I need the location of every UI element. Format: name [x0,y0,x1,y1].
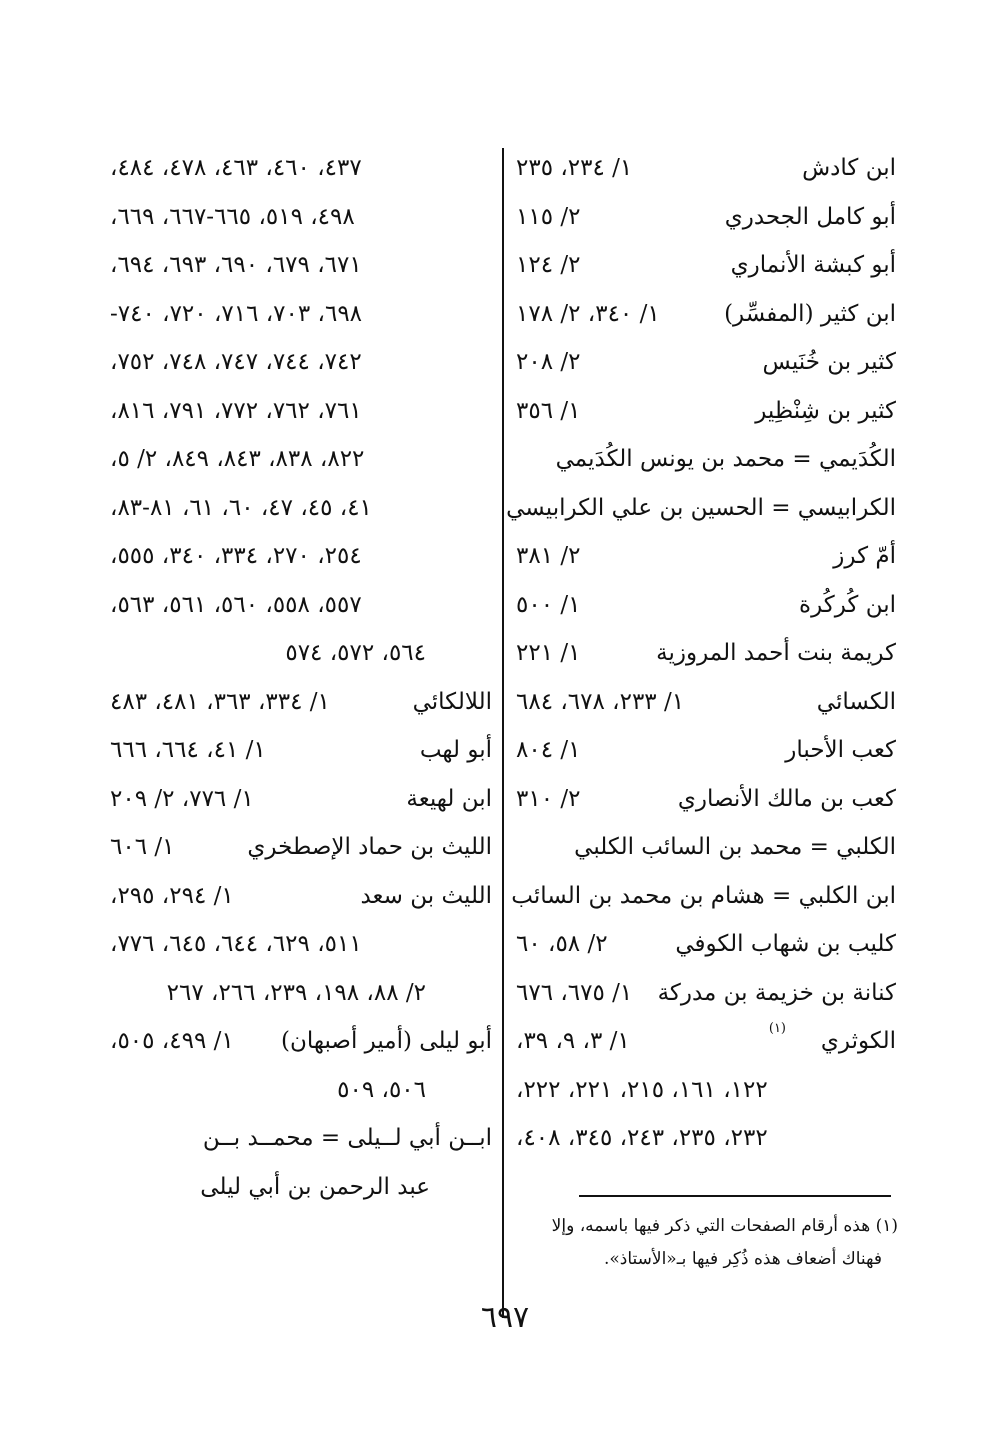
index-entry [516,193,896,242]
entry-pages-continued: ٢٥٤، ٢٧٠، ٣٣٤، ٣٤٠، ٥٥٥، [110,543,362,569]
index-entry [516,629,896,678]
index-entry [516,1114,896,1163]
index-entry [110,241,492,290]
entry-pages: ٢/ ٣٨١ [516,543,581,569]
entry-name: أبو لهب [419,737,492,763]
index-entry [516,823,896,872]
entry-pages: ١/ ٤١، ٦٦٤، ٦٦٦ [110,737,266,763]
entry-pages: ١/ ٤٩٩، ٥٠٥، [110,1028,234,1054]
index-entry [110,872,492,921]
entry-name: أبو ليلى (أمير أصبهان) [281,1028,492,1054]
footnote [518,1210,898,1276]
index-entry [110,1114,492,1163]
entry-pages-continued: ٢٣٢، ٢٣٥، ٢٤٣، ٣٤٥، ٤٠٨، [516,1125,768,1151]
entry-pages: ١/ ٢٢١ [516,640,581,666]
entry-pages: ١/ ٦٠٦ [110,834,175,860]
index-column-left [110,144,492,1211]
entry-name: كعب بن مالك الأنصاري [677,785,896,812]
index-entry [110,338,492,387]
entry-pages: ١/ ٢٩٤، ٢٩٥، [110,882,234,909]
index-entry [516,241,896,290]
index-entry [516,581,896,630]
index-entry [110,678,492,727]
entry-cross-reference: ابن الكلبي = هشام بن محمد بن السائب [511,882,896,909]
entry-name: كريمة بنت أحمد المروزية [656,640,896,666]
index-entry [516,338,896,387]
entry-pages-continued: ٤١، ٤٥، ٤٧، ٦٠، ٦١، ٨١-٨٣، [110,494,372,521]
index-entry [110,629,492,678]
index-entry [110,1066,492,1115]
index-entry [110,581,492,630]
entry-cross-reference: ابــن أبي لــيلى = محمــد بــن [202,1125,492,1151]
entry-name: أبو كامل الجحدري [724,203,896,230]
index-entry [516,1017,896,1066]
entry-name: الكوثري [820,1028,896,1054]
index-entry [110,532,492,581]
entry-cross-reference: الكلبي = محمد بن السائب الكلبي [574,834,896,860]
index-entry [516,290,896,339]
entry-name: كثير بن خُنَيس [762,349,896,375]
entry-pages: ٢/ ٣١٠ [516,785,581,812]
entry-pages-continued: ٥٠٦، ٥٠٩ [337,1076,426,1103]
entry-name: الكسائي [816,688,896,715]
footnote-line: (١) هذه أرقام الصفحات التي ذكر فيها باسمه، وإلا [551,1216,898,1236]
entry-pages-continued: ١٢٢، ١٦١، ٢١٥، ٢٢١، ٢٢٢، [516,1076,768,1103]
footnote-line: فهناك أضعاف هذه ذُكِر فيها بـ«الأستاذ». [603,1249,882,1269]
index-entry [516,144,896,193]
index-entry [516,435,896,484]
entry-name: الليث بن سعد [360,882,492,909]
entry-pages: ١/ ٥٠٠ [516,591,581,618]
entry-pages-continued: ٥٥٧، ٥٥٨، ٥٦٠، ٥٦١، ٥٦٣، [110,591,362,618]
index-entry [110,290,492,339]
index-entry [516,1066,896,1115]
index-entry [516,726,896,775]
entry-pages-continued: ٥٦٤، ٥٧٢، ٥٧٤ [285,640,426,666]
entry-name: كنانة بن خزيمة بن مدركة [657,979,896,1006]
entry-name: ابن لهيعة [406,785,492,812]
entry-cross-reference: الكرابيسي = الحسين بن علي الكرابيسي [506,494,896,521]
entry-name: كليب بن شهاب الكوفي [675,931,896,957]
entry-pages: ١/ ٨٠٤ [516,737,581,763]
entry-pages: ١/ ٣٤٠، ٢/ ١٧٨ [516,300,660,327]
entry-pages: ١/ ٦٧٥، ٦٧٦ [516,979,633,1006]
entry-pages-continued: ٨٢٢، ٨٣٨، ٨٤٣، ٨٤٩، ٢/ ٥، [110,446,365,472]
index-entry [110,823,492,872]
index-entry [516,387,896,436]
index-entry [516,920,896,969]
index-entry [110,144,492,193]
index-entry [110,969,492,1018]
index-entry [110,484,492,533]
entry-pages-continued: ٥١١، ٦٢٩، ٦٤٤، ٦٤٥، ٧٧٦، [110,931,362,957]
entry-pages: ١/ ٣٥٦ [516,397,581,424]
entry-pages: ١/ ٢٣٣، ٦٧٨، ٦٨٤ [516,688,685,715]
entry-pages: ١/ ٣، ٩، ٣٩، [516,1028,630,1054]
index-entry [511,872,896,921]
entry-name: كثير بن شِنْظِير [755,397,896,424]
footnote-marker: (١) [768,1021,786,1036]
footnote-rule [579,1195,891,1197]
page-number: ٦٩٧ [480,1300,530,1335]
entry-pages: ١/ ٧٧٦، ٢/ ٢٠٩ [110,785,254,812]
entry-pages: ١/ ٢٣٤، ٢٣٥ [516,155,633,181]
index-entry [516,532,896,581]
index-entry [110,193,492,242]
entry-pages-continued: ٤٣٧، ٤٦٠، ٤٦٣، ٤٧٨، ٤٨٤، [110,155,362,181]
entry-name: اللالكائي [412,688,492,715]
entry-pages-continued: ٦٧١، ٦٧٩، ٦٩٠، ٦٩٣، ٦٩٤، [110,252,362,278]
entry-pages-continued: ٢/ ٨٨، ١٩٨، ٢٣٩، ٢٦٦، ٢٦٧ [166,979,426,1006]
index-entry [110,1163,492,1212]
entry-pages-continued: ٧٤٢، ٧٤٤، ٧٤٧، ٧٤٨، ٧٥٢، [110,349,362,375]
entry-name: ابن كثير (المفسِّر) [724,300,896,327]
entry-name: أمّ كرز [833,543,896,569]
entry-pages-continued: ٤٩٨، ٥١٩، ٦٦٥-٦٦٧، ٦٦٩، [110,203,355,230]
entry-pages: ٢/ ٢٠٨ [516,349,581,375]
entry-pages: ٢/ ١٢٤ [516,252,581,278]
index-column-right [506,144,896,1163]
entry-pages: ٢/ ١١٥ [516,203,581,230]
entry-name: أبو كبشة الأنماري [730,252,896,278]
entry-name: ابن كُركُرة [799,591,896,618]
entry-name: ابن كادش [802,155,896,181]
entry-name: كعب الأحبار [785,737,896,763]
index-entry [110,775,492,824]
index-entry [110,1017,492,1066]
index-entry [110,435,492,484]
entry-cross-reference: الكُدَيمي = محمد بن يونس الكُدَيمي [555,446,896,472]
index-entry [516,775,896,824]
entry-name: الليث بن حماد الإصطخري [247,834,492,860]
entry-pages: ١/ ٣٣٤، ٣٦٣، ٤٨١، ٤٨٣ [110,688,330,715]
index-entry [110,387,492,436]
index-entry [516,969,896,1018]
index-entry [516,678,896,727]
entry-cross-reference: عبد الرحمن بن أبي ليلى [200,1173,430,1200]
entry-pages: ٢/ ٥٨، ٦٠ [516,931,608,957]
index-entry [506,484,896,533]
entry-pages-continued: ٦٩٨، ٧٠٣، ٧١٦، ٧٢٠، ٧٤٠- [110,300,363,327]
column-divider [502,148,504,1318]
index-entry [110,726,492,775]
entry-pages-continued: ٧٦١، ٧٦٢، ٧٧٢، ٧٩١، ٨١٦، [110,397,362,424]
index-entry [110,920,492,969]
